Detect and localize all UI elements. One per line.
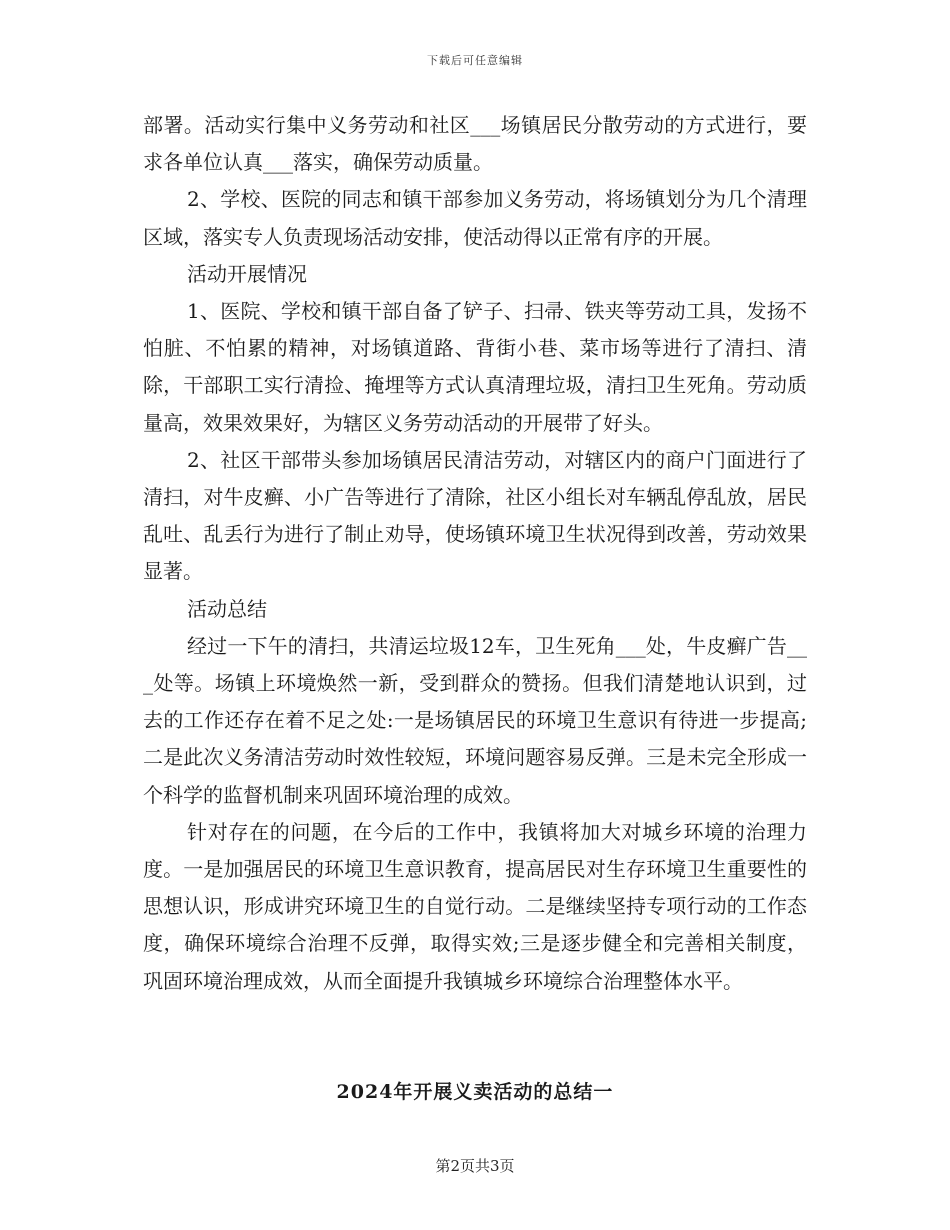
section-heading-activity-summary: 活动总结 <box>187 596 267 621</box>
document-body <box>143 107 807 1000</box>
next-document-title: 2024年开展义卖活动的总结一 <box>336 1081 614 1103</box>
paragraph-summary-results: 经过一下午的清扫，共清运垃圾12车，卫生死角___处，牛皮癣广告___处等。场镇上环境焕然一新，受到群众的赞扬。但我们清楚地认识到，过去的工作还存在着不足之处:一是场镇居民的环境卫生意识有待进一步提高;二是此次义务清洁劳动时效性较短，环境问题容易反弹。三是未完全形成一个科学的监督机制来巩固环境治理的成效。 <box>143 633 807 807</box>
paragraph-arrangement-2: 2、学校、医院的同志和镇干部参加义务劳动，将场镇划分为几个清理区域，落实专人负责现场活动安排，使活动得以正常有序的开展。 <box>143 187 807 249</box>
page-number-footer: 第2页共3页 <box>435 1157 515 1175</box>
paragraph-arrangement-continued: 部署。活动实行集中义务劳动和社区___场镇居民分散劳动的方式进行，要求各单位认真___落实，确保劳动质量。 <box>143 113 807 175</box>
paragraph-progress-2: 2、社区干部带头参加场镇居民清洁劳动，对辖区内的商户门面进行了清扫，对牛皮癣、小广告等进行了清除，社区小组长对车辆乱停乱放，居民乱吐、乱丢行为进行了制止劝导，使场镇环境卫生状况得到改善，劳动效果显著。 <box>143 447 807 584</box>
paragraph-summary-measures: 针对存在的问题，在今后的工作中，我镇将加大对城乡环境的治理力度。一是加强居民的环境卫生意识教育，提高居民对生存环境卫生重要性的思想认识，形成讲究环境卫生的自觉行动。二是继续坚持专项行动的工作态度，确保环境综合治理不反弹，取得实效;三是逐步健全和完善相关制度，巩固环境治理成效，从而全面提升我镇城乡环境综合治理整体水平。 <box>143 819 807 993</box>
page-header-note: 下载后可任意编辑 <box>427 54 523 67</box>
paragraph-progress-1: 1、医院、学校和镇干部自备了铲子、扫帚、铁夹等劳动工具，发扬不怕脏、不怕累的精神，对场镇道路、背街小巷、菜市场等进行了清扫、清除，干部职工实行清捡、掩埋等方式认真清理垃圾，清扫卫生死角。劳动质量高，效果效果好，为辖区义务劳动活动的开展带了好头。 <box>143 299 807 435</box>
section-heading-activity-progress: 活动开展情况 <box>187 261 307 286</box>
